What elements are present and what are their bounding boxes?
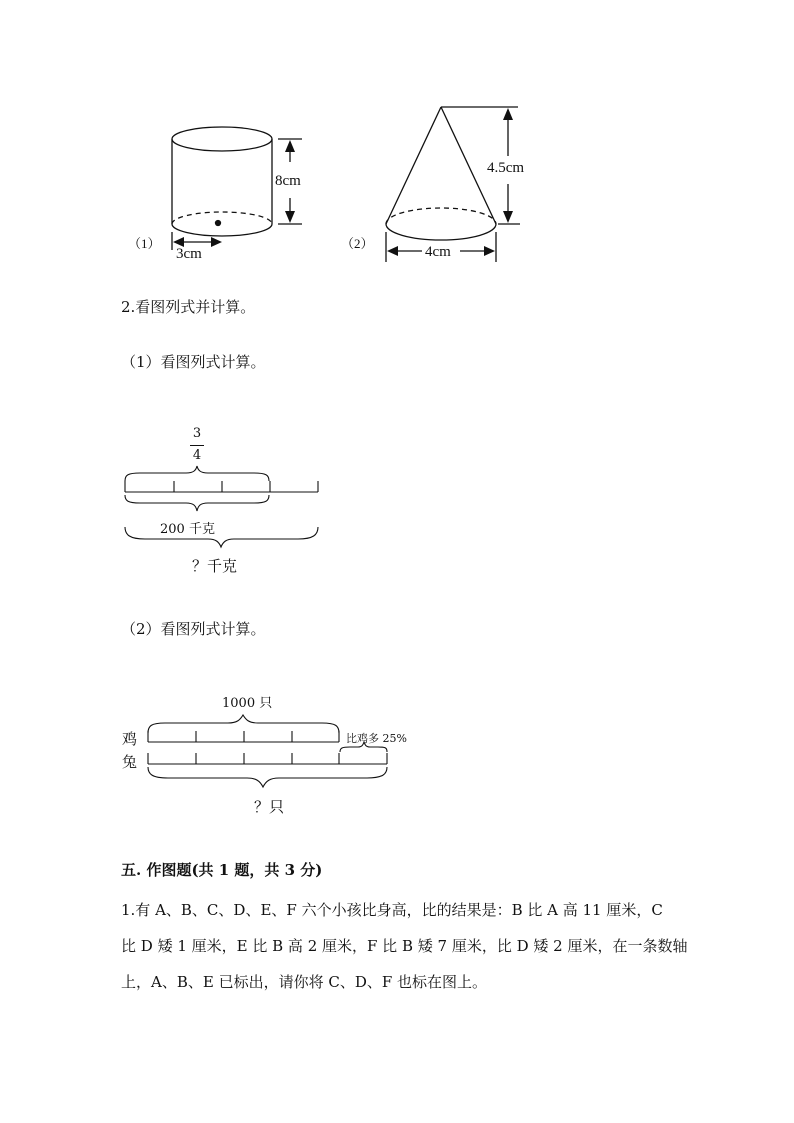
- segment-diagram-1: [125, 466, 318, 547]
- cylinder-height-label: 8cm: [275, 173, 301, 189]
- chicken-total-label: 1000 只: [222, 696, 273, 711]
- fraction-denominator: 4: [192, 448, 202, 463]
- cylinder-radius-label: 3cm: [176, 246, 202, 262]
- question-2-title: 2.看图列式并计算。: [121, 298, 256, 316]
- fraction-bar: [190, 445, 204, 446]
- cone-height-label: 4.5cm: [487, 160, 525, 176]
- section-5-heading: 五. 作图题(共 1 题，共 3 分): [121, 861, 323, 879]
- chicken-row-label: 鸡: [122, 730, 138, 748]
- cylinder-number-label: （1）: [128, 236, 161, 251]
- segment-diagram-2: [148, 715, 387, 787]
- cone-figure: [386, 107, 520, 262]
- problem-text-line-3: 上，A、B、E 已标出，请你将 C、D、F 也标在图上。: [121, 973, 488, 991]
- cone-number-label: （2）: [341, 236, 374, 251]
- unknown-weight-label: ？千克: [192, 557, 238, 575]
- rabbit-row-label: 兔: [122, 753, 138, 771]
- fraction-numerator: 3: [192, 426, 202, 441]
- problem-text-line-2: 比 D 矮 1 厘米，E 比 B 高 2 厘米，F 比 B 矮 7 厘米，比 D 矮 2 厘米，在一条数轴: [121, 937, 688, 955]
- unknown-count-label: ？只: [254, 798, 285, 816]
- extra-percentage-label: 比鸡多 25%: [346, 732, 407, 745]
- cone-diameter-label: 4cm: [425, 244, 451, 260]
- question-2-2-title: （2）看图列式计算。: [121, 620, 266, 638]
- problem-text-line-1: 1.有 A、B、C、D、E、F 六个小孩比身高，比的结果是：B 比 A 高 11 厘米，C: [121, 901, 663, 919]
- question-2-1-title: （1）看图列式计算。: [121, 353, 266, 371]
- known-weight-label: 200 千克: [160, 522, 215, 537]
